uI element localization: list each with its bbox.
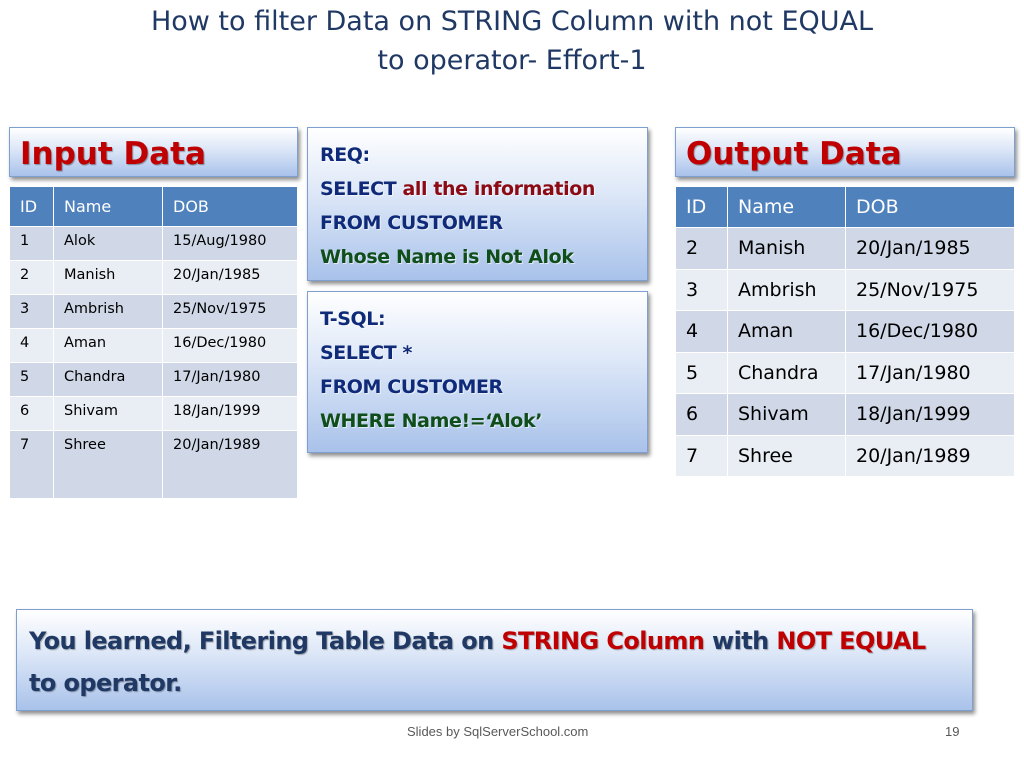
summary-text-3: to operator. [29, 669, 182, 697]
table-cell: 20/Jan/1989 [163, 431, 298, 499]
req-line-2: FROM CUSTOMER [320, 212, 503, 234]
table-cell: 1 [10, 227, 54, 261]
table-cell: 25/Nov/1975 [163, 295, 298, 329]
req-line-3: Whose Name is Not Alok [320, 246, 574, 268]
table-row [676, 311, 1015, 353]
table-cell: Aman [728, 311, 846, 353]
req-label: REQ: [320, 144, 370, 166]
table-row [676, 228, 1015, 270]
slide-title [40, 2, 984, 80]
tsql-line-3: WHERE Name!=‘Alok’ [320, 410, 543, 432]
table-row [676, 435, 1015, 477]
output-col-name: Name [728, 187, 846, 228]
table-row [10, 431, 298, 499]
output-heading-box [675, 127, 1015, 177]
output-data-table [675, 186, 1015, 477]
summary-box [16, 609, 973, 711]
table-cell: 3 [10, 295, 54, 329]
table-cell: Shivam [54, 397, 163, 431]
table-row [10, 261, 298, 295]
table-cell: 16/Dec/1980 [163, 329, 298, 363]
summary-highlight-string-column: STRING Column [501, 627, 705, 655]
summary-text-2: with [704, 627, 777, 655]
table-cell: 4 [10, 329, 54, 363]
table-cell: 18/Jan/1999 [846, 394, 1015, 436]
table-cell: 6 [10, 397, 54, 431]
table-row [10, 295, 298, 329]
table-cell: Ambrish [54, 295, 163, 329]
table-cell: 18/Jan/1999 [163, 397, 298, 431]
table-cell: Aman [54, 329, 163, 363]
tsql-line-1: SELECT * [320, 342, 413, 364]
table-cell: Manish [54, 261, 163, 295]
requirement-box [307, 127, 648, 281]
footer-credit: Slides by SqlServerSchool.com [407, 724, 589, 739]
table-cell: Alok [54, 227, 163, 261]
table-row [10, 227, 298, 261]
input-table-header-row [10, 187, 298, 227]
output-col-id: ID [676, 187, 728, 228]
input-col-dob: DOB [163, 187, 298, 227]
table-cell: 7 [10, 431, 54, 499]
slide-title-line-1: How to filter Data on STRING Column with not EQUAL [150, 6, 874, 37]
table-row [10, 397, 298, 431]
slide-title-line-2: to operator- Effort-1 [377, 45, 647, 76]
table-cell: Chandra [728, 352, 846, 394]
tsql-label: T-SQL: [320, 308, 386, 330]
table-row [10, 363, 298, 397]
table-cell: 16/Dec/1980 [846, 311, 1015, 353]
table-cell: Manish [728, 228, 846, 270]
table-cell: Chandra [54, 363, 163, 397]
input-heading: Input Data [20, 136, 206, 172]
table-cell: 20/Jan/1985 [163, 261, 298, 295]
table-cell: 15/Aug/1980 [163, 227, 298, 261]
table-cell: 7 [676, 435, 728, 477]
req-line-1 [320, 172, 635, 206]
table-cell: 2 [10, 261, 54, 295]
page-number: 19 [945, 724, 960, 739]
table-row [676, 394, 1015, 436]
input-data-table [9, 186, 298, 499]
output-col-dob: DOB [846, 187, 1015, 228]
table-cell: 20/Jan/1989 [846, 435, 1015, 477]
table-cell: 5 [10, 363, 54, 397]
table-cell: Ambrish [728, 269, 846, 311]
summary-text-1: You learned, Filtering Table Data on [29, 627, 502, 655]
table-cell: 4 [676, 311, 728, 353]
table-cell: 3 [676, 269, 728, 311]
table-row [676, 352, 1015, 394]
table-cell: 25/Nov/1975 [846, 269, 1015, 311]
table-cell: Shivam [728, 394, 846, 436]
table-cell: 17/Jan/1980 [163, 363, 298, 397]
input-heading-box [9, 127, 298, 177]
table-cell: 2 [676, 228, 728, 270]
summary-highlight-not-equal: NOT EQUAL [776, 627, 926, 655]
table-row [10, 329, 298, 363]
output-table-header-row [676, 187, 1015, 228]
input-col-id: ID [10, 187, 54, 227]
table-cell: Shree [728, 435, 846, 477]
table-cell: 17/Jan/1980 [846, 352, 1015, 394]
table-row [676, 269, 1015, 311]
tsql-box [307, 291, 648, 453]
req-select-keyword: SELECT [320, 178, 397, 200]
table-cell: 5 [676, 352, 728, 394]
tsql-line-2: FROM CUSTOMER [320, 376, 503, 398]
req-select-text: all the information [402, 178, 595, 200]
table-cell: 6 [676, 394, 728, 436]
input-col-name: Name [54, 187, 163, 227]
table-cell: 20/Jan/1985 [846, 228, 1015, 270]
table-cell: Shree [54, 431, 163, 499]
output-heading: Output Data [686, 136, 902, 172]
